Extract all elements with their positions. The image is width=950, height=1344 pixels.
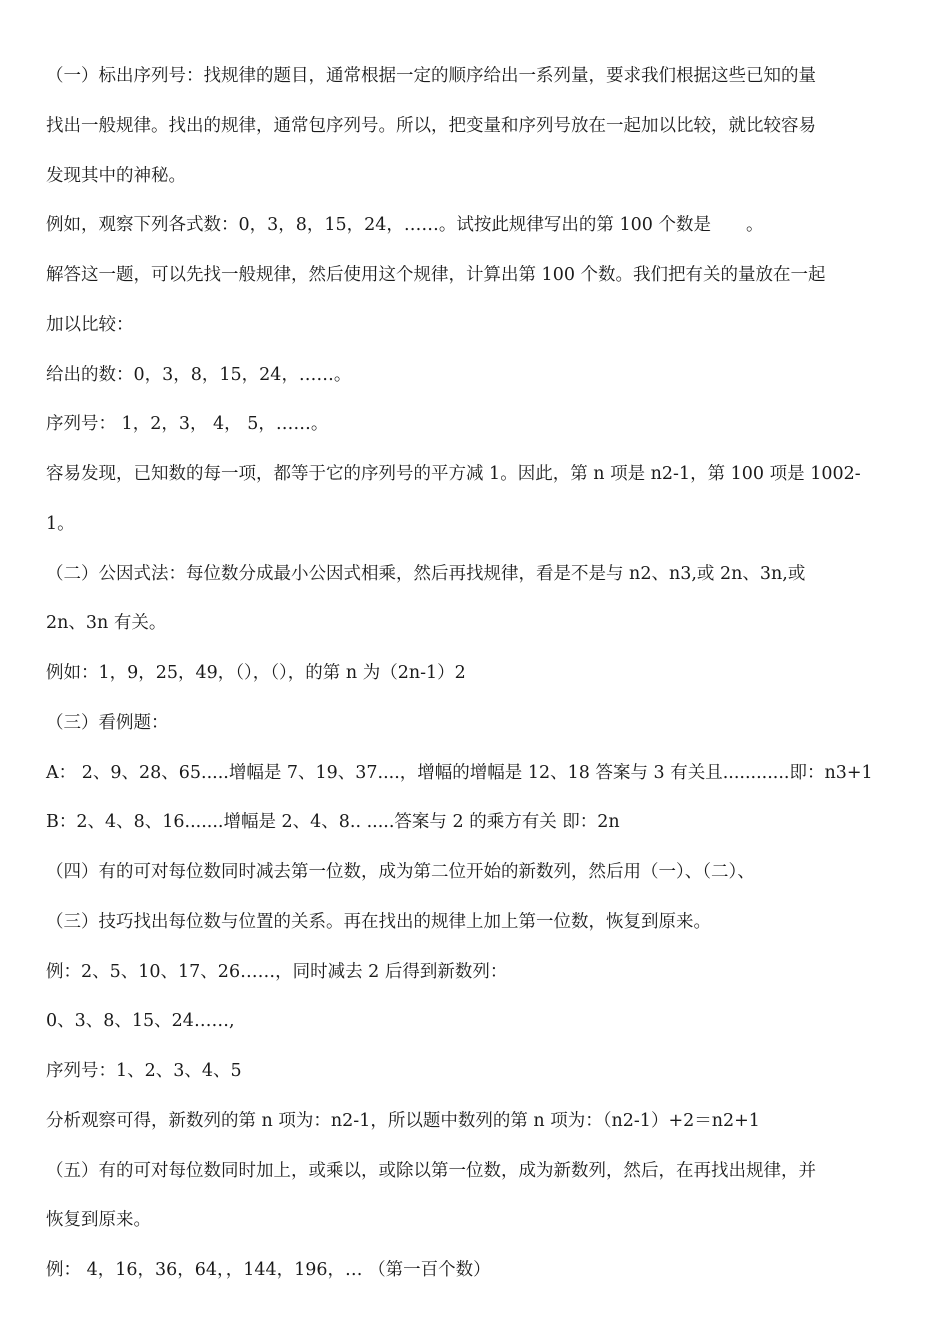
text-line: （一）标出序列号：找规律的题目，通常根据一定的顺序给出一系列量，要求我们根据这些已知的量 xyxy=(46,66,816,86)
text-line: 例如，观察下列各式数：0，3，8，15，24，……。试按此规律写出的第 100 个数是 。 xyxy=(46,215,764,235)
text-line: 找出一般规律。找出的规律，通常包序列号。所以，把变量和序列号放在一起加以比较，就比较容易 xyxy=(46,116,816,136)
text-line: 容易发现，已知数的每一项，都等于它的序列号的平方减 1。因此，第 n 项是 n2-1，第 100 项是 1002- xyxy=(46,464,861,484)
text-line: 分析观察可得，新数列的第 n 项为：n2-1，所以题中数列的第 n 项为：（n2-1）+2＝n2+1 xyxy=(46,1111,760,1131)
text-line: （四）有的可对每位数同时减去第一位数，成为第二位开始的新数列，然后用（一）、（二）、 xyxy=(46,862,755,882)
text-line: 序列号： 1，2，3， 4， 5，……。 xyxy=(46,414,329,434)
text-line: （三）看例题： xyxy=(46,713,169,733)
text-line: 序列号：1、2、3、4、5 xyxy=(46,1061,242,1081)
text-line: B：2、4、8、16.......增幅是 2、4、8.. .....答案与 2 的乘方有关 即：2n xyxy=(46,812,620,832)
text-line: 例如：1，9，25，49，（），（），的第 n 为（2n-1）2 xyxy=(46,663,466,683)
text-line: 1。 xyxy=(46,514,75,534)
text-line: 发现其中的神秘。 xyxy=(46,166,186,186)
text-line: A： 2、9、28、65.....增幅是 7、19、37....，增幅的增幅是 12、18 答案与 3 有关且............即：n3+1 xyxy=(46,763,873,783)
text-line: 例：2、5、10、17、26……，同时减去 2 后得到新数列： xyxy=(46,962,508,982)
text-line: 0、3、8、15、24……, xyxy=(46,1011,235,1031)
text-line: 恢复到原来。 xyxy=(46,1210,151,1230)
text-line: （二）公因式法：每位数分成最小公因式相乘，然后再找规律，看是不是与 n2、n3,或 2n、3n,或 xyxy=(46,564,806,584)
text-line: 加以比较： xyxy=(46,315,134,335)
text-line: （三）技巧找出每位数与位置的关系。再在找出的规律上加上第一位数，恢复到原来。 xyxy=(46,912,711,932)
text-line: 给出的数：0，3，8，15，24，……。 xyxy=(46,365,352,385)
text-line: 2n、3n 有关。 xyxy=(46,613,167,633)
text-line: 解答这一题，可以先找一般规律，然后使用这个规律，计算出第 100 个数。我们把有关的量放在一起 xyxy=(46,265,826,285)
text-line: （五）有的可对每位数同时加上，或乘以，或除以第一位数，成为新数列，然后，在再找出规律，并 xyxy=(46,1161,816,1181)
text-line: 例： 4，16，36，64，，144，196，… （第一百个数） xyxy=(46,1260,491,1280)
